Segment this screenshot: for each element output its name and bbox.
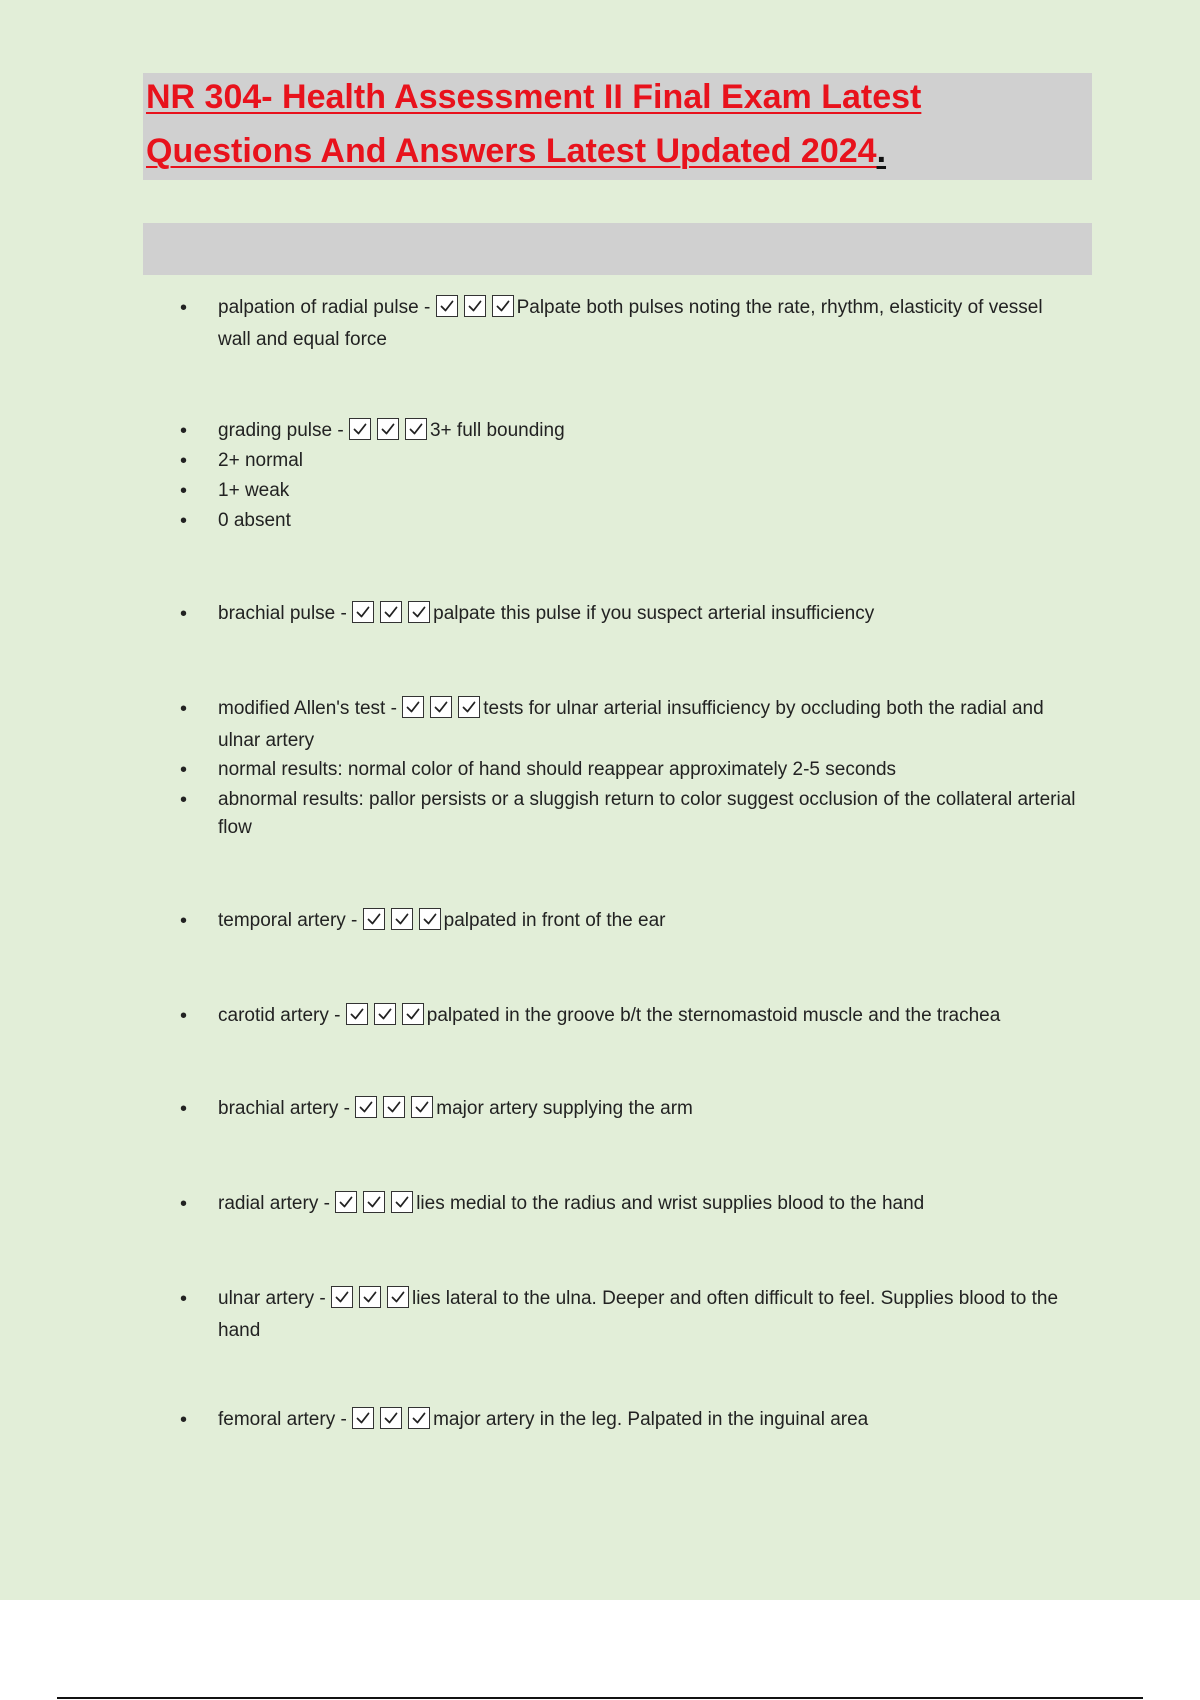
bullet: • bbox=[180, 910, 188, 932]
checkbox-checked-icon bbox=[355, 1096, 377, 1118]
checkbox-checked-icon bbox=[377, 418, 399, 440]
item-text bbox=[218, 1190, 1080, 1222]
item-text: 0 absent bbox=[218, 510, 291, 531]
bullet: • bbox=[180, 510, 188, 532]
checkmarks bbox=[363, 908, 444, 939]
document-title bbox=[143, 73, 1092, 180]
checkbox-checked-icon bbox=[380, 601, 402, 623]
checkbox-checked-icon bbox=[374, 1003, 396, 1025]
checkbox-checked-icon bbox=[391, 1191, 413, 1213]
bullet: • bbox=[180, 480, 188, 502]
item-definition: lies lateral to the ulna. Deeper and often difficult to feel. Supplies blood to the hand bbox=[218, 1288, 1059, 1341]
checkbox-checked-icon bbox=[436, 295, 458, 317]
item-term: grading pulse - bbox=[218, 420, 349, 441]
item-text bbox=[218, 907, 1080, 939]
item-text bbox=[218, 1002, 1080, 1034]
checkbox-checked-icon bbox=[391, 908, 413, 930]
checkbox-checked-icon bbox=[405, 418, 427, 440]
bullet: • bbox=[180, 297, 188, 319]
item-term: modified Allen's test - bbox=[218, 698, 403, 719]
item-term: temporal artery - bbox=[218, 910, 363, 931]
checkmarks bbox=[402, 696, 483, 727]
item-term: femoral artery - bbox=[218, 1409, 353, 1430]
checkbox-checked-icon bbox=[402, 1003, 424, 1025]
item-text bbox=[218, 417, 1080, 449]
item-definition: palpated in front of the ear bbox=[443, 910, 666, 931]
checkmarks bbox=[355, 1096, 436, 1127]
checkbox-checked-icon bbox=[411, 1096, 433, 1118]
checkbox-checked-icon bbox=[363, 908, 385, 930]
checkbox-checked-icon bbox=[352, 1407, 374, 1429]
bullet: • bbox=[180, 1409, 188, 1431]
item-text bbox=[218, 1406, 1080, 1438]
checkmarks bbox=[352, 1407, 433, 1438]
item-text bbox=[218, 1285, 1080, 1345]
item-definition: lies medial to the radius and wrist supplies blood to the hand bbox=[416, 1193, 925, 1214]
checkmarks bbox=[436, 295, 517, 326]
section-header-bar bbox=[143, 223, 1092, 275]
title-line-1: NR 304- Health Assessment II Final Exam Latest bbox=[146, 78, 922, 116]
checkmarks bbox=[335, 1191, 416, 1222]
checkbox-checked-icon bbox=[408, 601, 430, 623]
bullet: • bbox=[180, 789, 188, 811]
item-term: carotid artery - bbox=[218, 1005, 346, 1026]
item-text: normal results: normal color of hand should reappear approximately 2-5 seconds bbox=[218, 759, 897, 780]
item-text bbox=[218, 1095, 1080, 1127]
title-trailing-period: . bbox=[876, 132, 887, 170]
title-line-2-text: Questions And Answers Latest Updated 2024 bbox=[146, 132, 877, 170]
item-text bbox=[218, 600, 1080, 632]
bullet: • bbox=[180, 759, 188, 781]
item-term: palpation of radial pulse - bbox=[218, 297, 436, 318]
item-definition: palpate this pulse if you suspect arterial insufficiency bbox=[433, 603, 875, 624]
checkbox-checked-icon bbox=[464, 295, 486, 317]
item-text bbox=[218, 294, 1080, 354]
item-definition: major artery in the leg. Palpated in the inguinal area bbox=[433, 1409, 869, 1430]
checkbox-checked-icon bbox=[387, 1286, 409, 1308]
checkbox-checked-icon bbox=[363, 1191, 385, 1213]
checkmarks bbox=[349, 418, 430, 449]
checkbox-checked-icon bbox=[349, 418, 371, 440]
checkbox-checked-icon bbox=[380, 1407, 402, 1429]
checkmarks bbox=[331, 1286, 412, 1317]
bullet: • bbox=[180, 1288, 188, 1310]
item-term: brachial pulse - bbox=[218, 603, 353, 624]
item-definition: tests for ulnar arterial insufficiency by occluding both the radial and ulnar artery bbox=[218, 698, 1044, 751]
checkmarks bbox=[352, 601, 433, 632]
item-text: abnormal results: pallor persists or a sluggish return to color suggest occlusion of the collateral arterial flow bbox=[218, 789, 1076, 838]
checkbox-checked-icon bbox=[408, 1407, 430, 1429]
item-definition: palpated in the groove b/t the sternomastoid muscle and the trachea bbox=[426, 1005, 1001, 1026]
bullet: • bbox=[180, 698, 188, 720]
bullet: • bbox=[180, 420, 188, 442]
checkbox-checked-icon bbox=[419, 908, 441, 930]
item-text: 1+ weak bbox=[218, 480, 290, 501]
item-term: radial artery - bbox=[218, 1193, 336, 1214]
bullet: • bbox=[180, 603, 188, 625]
checkbox-checked-icon bbox=[430, 696, 452, 718]
checkbox-checked-icon bbox=[331, 1286, 353, 1308]
bullet: • bbox=[180, 1193, 188, 1215]
page-bottom-rule bbox=[57, 1697, 1143, 1699]
bullet: • bbox=[180, 450, 188, 472]
checkbox-checked-icon bbox=[492, 295, 514, 317]
checkbox-checked-icon bbox=[402, 696, 424, 718]
checkbox-checked-icon bbox=[458, 696, 480, 718]
item-text: 2+ normal bbox=[218, 450, 304, 471]
title-line-2 bbox=[146, 131, 886, 171]
item-text bbox=[218, 695, 1080, 755]
item-definition: Palpate both pulses noting the rate, rhythm, elasticity of vessel wall and equal force bbox=[218, 297, 1043, 350]
checkbox-checked-icon bbox=[352, 601, 374, 623]
checkbox-checked-icon bbox=[383, 1096, 405, 1118]
bullet: • bbox=[180, 1098, 188, 1120]
item-term: ulnar artery - bbox=[218, 1288, 331, 1309]
checkbox-checked-icon bbox=[335, 1191, 357, 1213]
item-term: brachial artery - bbox=[218, 1098, 356, 1119]
checkbox-checked-icon bbox=[359, 1286, 381, 1308]
bullet: • bbox=[180, 1005, 188, 1027]
checkmarks bbox=[346, 1003, 427, 1034]
item-definition: major artery supplying the arm bbox=[436, 1098, 693, 1119]
item-definition: 3+ full bounding bbox=[429, 420, 565, 441]
checkbox-checked-icon bbox=[346, 1003, 368, 1025]
